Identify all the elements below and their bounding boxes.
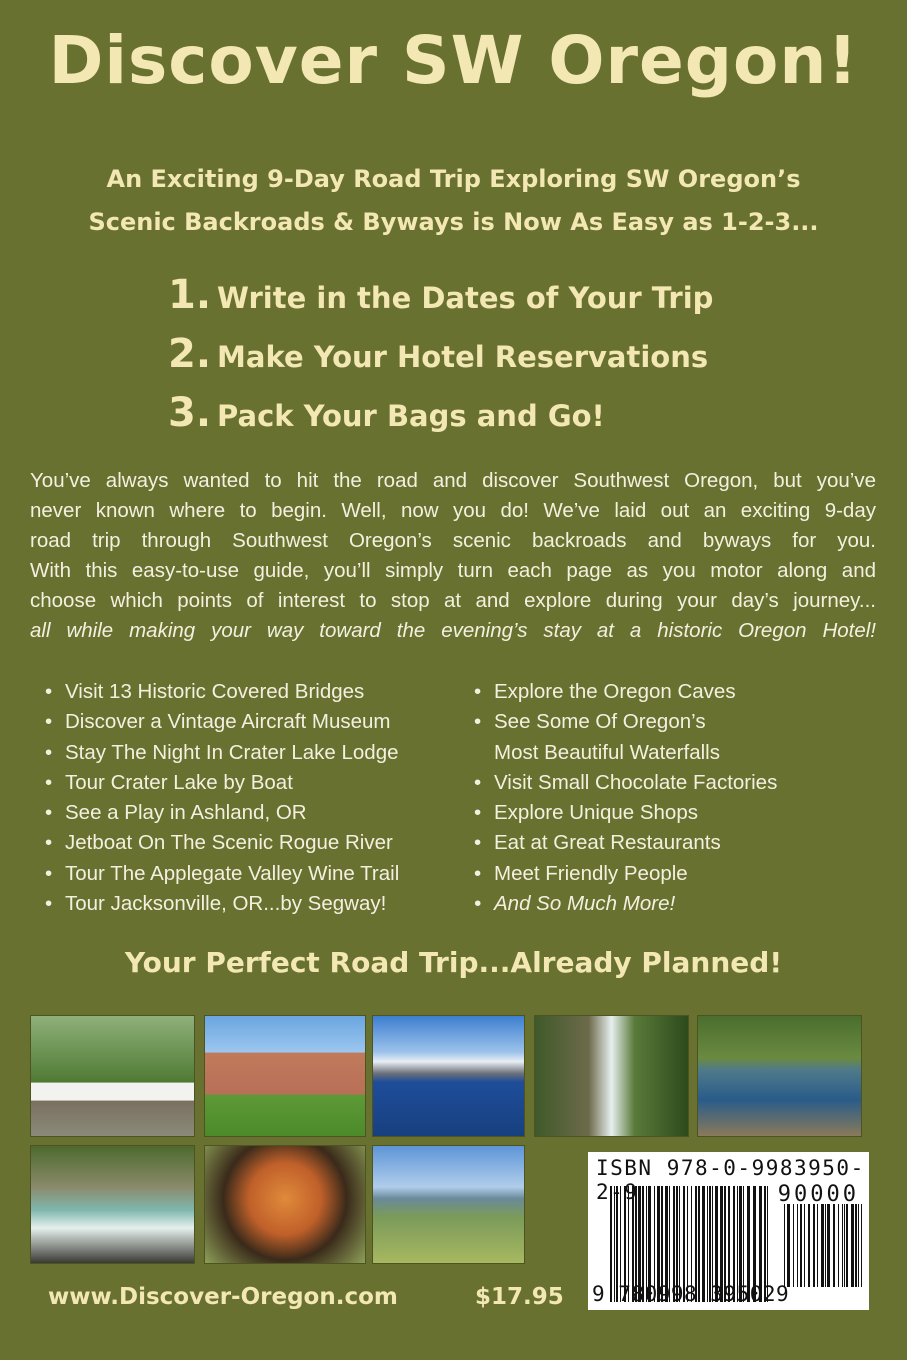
barcode-bar	[833, 1204, 835, 1287]
photo-tiger	[204, 1145, 366, 1264]
step-text: Pack Your Bags and Go!	[217, 399, 605, 433]
barcode-bar	[842, 1204, 843, 1287]
list-item: • Explore Unique Shops	[474, 798, 777, 828]
barcode-bar	[855, 1204, 857, 1287]
isbn-barcode	[588, 1152, 869, 1310]
barcode-bar	[804, 1204, 805, 1287]
paragraph-italic-line: all while making your way toward the evening’s stay at a historic Oregon Hotel!	[30, 619, 876, 642]
photo-covered-bridge	[30, 1015, 195, 1137]
subtitle-line-1: An Exciting 9-Day Road Trip Exploring SW Oregon’s	[106, 165, 801, 193]
list-item: • And So Much More!	[474, 889, 777, 919]
step-3	[168, 390, 605, 436]
list-item: • Eat at Great Restaurants	[474, 828, 777, 858]
paragraph-line: never known where to begin. Well, now you do! We’ve laid out an exciting 9-day	[30, 499, 876, 522]
step-number: 1.	[168, 272, 212, 318]
list-item: • See a Play in Ashland, OR	[45, 798, 399, 828]
list-item: • Meet Friendly People	[474, 859, 777, 889]
barcode-bar	[846, 1204, 848, 1287]
price-code: 90000	[777, 1182, 859, 1207]
barcode-bar	[827, 1204, 830, 1287]
paragraph-line: road trip through Southwest Oregon’s scenic backroads and byways for you.	[30, 529, 876, 552]
step-number: 3.	[168, 390, 212, 436]
barcode-bar	[851, 1204, 854, 1287]
ean-number: 9 780998 395029	[592, 1282, 790, 1306]
barcode-bar	[821, 1204, 824, 1287]
step-number: 2.	[168, 331, 212, 377]
barcode-bar	[797, 1204, 798, 1287]
list-item: • Jetboat On The Scenic Rogue River	[45, 828, 399, 858]
price: $17.95	[475, 1284, 564, 1310]
list-item: • Visit 13 Historic Covered Bridges	[45, 677, 399, 707]
barcode-bar	[793, 1204, 794, 1287]
barcode-bar	[808, 1204, 810, 1287]
photo-crater-lake	[372, 1015, 525, 1137]
barcode-bar	[861, 1204, 862, 1287]
barcode-bar	[838, 1204, 839, 1287]
photo-rogue-river	[30, 1145, 195, 1264]
paragraph-line: You’ve always wanted to hit the road and discover Southwest Oregon, but you’ve	[30, 469, 876, 492]
photo-jetboat	[697, 1015, 862, 1137]
barcode-bar	[787, 1204, 790, 1287]
list-item: • See Some Of Oregon’s	[474, 707, 777, 737]
isbn-text: ISBN 978-0-9983950-2-9	[596, 1156, 865, 1204]
list-item: • Explore the Oregon Caves	[474, 677, 777, 707]
barcode-bar	[825, 1204, 826, 1287]
description-paragraph	[30, 466, 876, 646]
list-item: • Tour The Applegate Valley Wine Trail	[45, 859, 399, 889]
barcode-bar	[784, 1204, 785, 1287]
barcode-bar	[800, 1204, 802, 1287]
step-2	[168, 331, 708, 377]
step-text: Make Your Hotel Reservations	[217, 340, 709, 374]
photo-waterfall	[534, 1015, 689, 1137]
tagline: Your Perfect Road Trip...Already Planned!	[124, 946, 783, 979]
photo-victorian-house	[204, 1015, 366, 1137]
list-item: • Tour Jacksonville, OR...by Segway!	[45, 889, 399, 919]
barcode-bar	[817, 1204, 818, 1287]
step-1	[168, 272, 713, 318]
photo-valley-view	[372, 1145, 525, 1264]
list-item: • Tour Crater Lake by Boat	[45, 768, 399, 798]
paragraph-line: choose which points of interest to stop at and explore during your day’s journey...	[30, 589, 876, 612]
list-item: • Visit Small Chocolate Factories	[474, 768, 777, 798]
list-item: • Discover a Vintage Aircraft Museum	[45, 707, 399, 737]
barcode-bar	[813, 1204, 815, 1287]
barcode-bar	[858, 1204, 859, 1287]
subtitle-line-2: Scenic Backroads & Byways is Now As Easy as 1-2-3...	[88, 208, 819, 236]
features-list-left	[45, 677, 399, 919]
website-url: www.Discover-Oregon.com	[48, 1284, 398, 1310]
cover-title: Discover SW Oregon!	[48, 22, 859, 99]
list-item-continuation: Most Beautiful Waterfalls	[494, 740, 720, 764]
list-item: • Stay The Night In Crater Lake Lodge	[45, 738, 399, 768]
paragraph-line: With this easy-to-use guide, you’ll simply turn each page as you motor along and	[30, 559, 876, 582]
step-text: Write in the Dates of Your Trip	[217, 281, 714, 315]
barcode-bar	[844, 1204, 845, 1287]
features-list-right	[474, 677, 777, 919]
